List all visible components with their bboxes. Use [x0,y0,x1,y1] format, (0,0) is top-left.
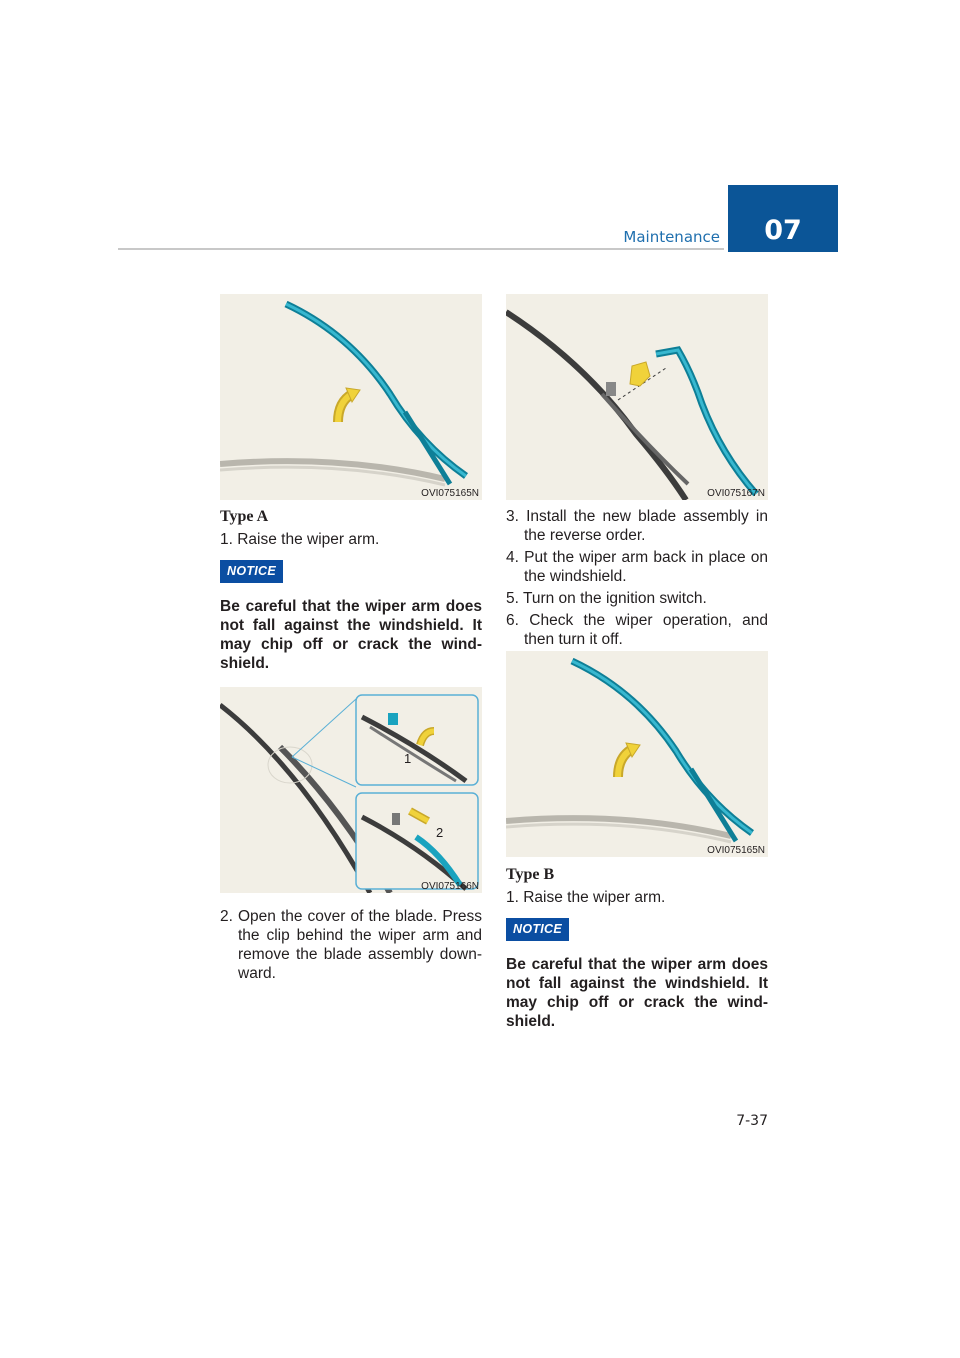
step-turn-on-ignition: 5. Turn on the ignition switch. [506,590,707,607]
figure-code: OVI075167N [707,488,765,499]
type-a-heading: Type A [220,508,269,525]
figure-code: OVI075166N [421,881,479,892]
step-raise-wiper-arm: 1. Raise the wiper arm. [506,889,666,906]
notice-text: Be careful that the wiper arm does not fall against the windshield. It may chip off or crack the wind-shield. [506,956,768,1030]
blade-install-illustration [506,294,768,500]
wiper-raise-illustration [220,294,482,500]
blade-removal-illustration [220,687,482,893]
step-open-blade-cover: 2. Open the cover of the blade. Press the clip behind the wiper arm and remove the blade assembly down-ward. [220,908,482,982]
wiper-raise-illustration [506,651,768,857]
left-column-upper [220,507,482,673]
step-put-wiper-arm-back: 4. Put the wiper arm back in place on the windshield. [506,549,768,585]
figure-code: OVI075165N [707,845,765,856]
step-install-new-blade: 3. Install the new blade assembly in the reverse order. [506,508,768,544]
type-b-heading: Type B [506,866,555,883]
notice-text: Be careful that the wiper arm does not fall against the windshield. It may chip off or crack the wind-shield. [220,598,482,672]
figure-raise-wiper-arm-type-b [506,651,768,857]
chapter-tab [728,185,838,252]
notice-badge: NOTICE [220,560,283,583]
callout-1: 1 [404,751,412,766]
header-divider [118,248,724,250]
left-column-lower [220,907,482,986]
figure-install-blade [506,294,768,500]
right-column-lower [506,865,768,1031]
figure-remove-blade [220,687,482,893]
figure-code: OVI075165N [421,488,479,499]
section-title: Maintenance [623,228,720,246]
right-column-upper [506,507,768,652]
step-raise-wiper-arm: 1. Raise the wiper arm. [220,531,380,548]
page-number: 7-37 [736,1113,768,1129]
chapter-number: 07 [764,215,802,246]
notice-badge: NOTICE [506,918,569,941]
step-check-wiper-operation: 6. Check the wiper operation, and then turn it off. [506,612,768,648]
figure-raise-wiper-arm-type-a [220,294,482,500]
callout-2: 2 [436,825,444,840]
